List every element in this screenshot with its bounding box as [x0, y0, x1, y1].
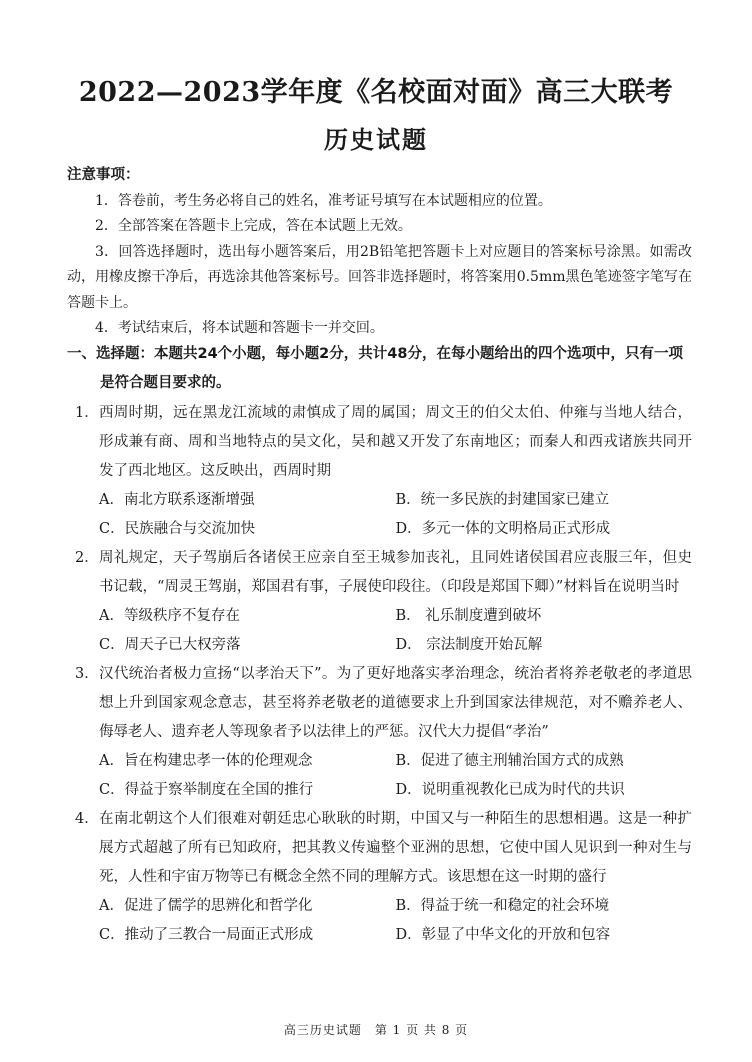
option-b: B．促进了德主刑辅治国方式的成熟 [395, 753, 624, 769]
page-footer: 高三历史试题 第 1 页 共 8 页 [283, 1023, 469, 1037]
notice-item-1: 1．答卷前，考生务必将自己的姓名，准考证号填写在本试题相应的位置。 [95, 192, 552, 209]
option-b: B．统一多民族的封建国家已建立 [395, 492, 610, 508]
question-list [67, 399, 692, 950]
question-text: 汉代统治者极力宣扬“以孝治天下”。为了更好地落实孝治理念，统治者将养老敬老的孝道思想上升到国家观念意志，甚至将养老敬老的道德要求上升到国家法律规范，对不赡养老人、侮辱老人、遗弃老人等现象者予以法律上的严惩。汉代大力提倡“孝治” [99, 666, 692, 740]
option-list [67, 486, 692, 544]
option-d: D．彰显了中华文化的开放和包容 [395, 927, 611, 943]
question-number: 4． [75, 811, 99, 827]
option-a: A．促进了儒学的思辨化和哲学化 [99, 898, 313, 914]
question-number: 3． [75, 666, 99, 682]
option-a: A．南北方联系逐渐增强 [99, 492, 255, 508]
question-4 [67, 805, 692, 950]
notice-item-2: 2．全部答案在答题卡上完成，答在本试题上无效。 [95, 218, 412, 234]
question-1 [67, 399, 692, 544]
question-text: 西周时期，远在黑龙江流域的肃慎成了周的属国；周文王的伯父太伯、仲雍与当地人结合，形成兼有商、周和当地特点的吴文化，吴和越又开发了东南地区；而秦人和西戎诸族共同开发了西北地区。这反映出，西周时期 [99, 405, 692, 479]
question-3 [67, 660, 692, 805]
notice-block [67, 163, 692, 342]
question-number: 1． [75, 405, 99, 421]
option-c: C．周天子已大权旁落 [99, 637, 241, 653]
question-text: 周礼规定，天子驾崩后各诸侯王应亲自至王城参加丧礼，且同姓诸侯国君应丧服三年，但史书记载，“周灵王驾崩，郑国君有事，子展使印段往。（印段是郑国下卿）”材料旨在说明当时 [99, 550, 692, 595]
question-number: 2． [75, 550, 99, 566]
question-stem [67, 660, 692, 747]
option-b: B．得益于统一和稳定的社会环境 [395, 898, 610, 914]
option-list [67, 747, 692, 805]
option-c: C．民族融合与交流加快 [99, 521, 256, 537]
exam-subject-title: 历史试题 [324, 125, 428, 154]
question-stem [67, 544, 692, 602]
option-a: A．旨在构建忠孝一体的伦理观念 [99, 753, 313, 769]
notice-item-4: 4．考试结束后，将本试题和答题卡一并交回。 [95, 320, 384, 336]
option-d: D． 宗法制度开始瓦解 [395, 637, 543, 653]
option-b: B． 礼乐制度遭到破坏 [395, 608, 542, 624]
question-stem [67, 805, 692, 892]
option-list [67, 602, 692, 660]
option-d: D．多元一体的文明格局正式形成 [395, 521, 611, 537]
option-list [67, 892, 692, 950]
option-c: C．得益于察举制度在全国的推行 [99, 782, 314, 798]
question-text: 在南北朝这个人们很难对朝廷忠心耿耿的时期，中国又与一种陌生的思想相遇。这是一种扩展方式超越了所有已知政府，把其教义传遍整个亚洲的思想，它使中国人见识到一种对生与死，人性和宇宙万物等已有概念全然不同的理解方式。该思想在这一时期的盛行 [99, 811, 692, 885]
option-c: C．推动了三教合一局面正式形成 [99, 927, 314, 943]
notice-heading: 注意事项： [67, 167, 140, 183]
option-a: A．等级秩序不复存在 [99, 608, 240, 624]
section-heading: 一、选择题：本题共24个小题，每小题2分，共计48分，在每小题给出的四个选项中，只有一项是符合题目要求的。 [67, 346, 683, 391]
notice-item-3: 3．回答选择题时，选出每小题答案后，用2B铅笔把答题卡上对应题目的答案标号涂黑。如需改动，用橡皮擦干净后，再选涂其他答案标号。回答非选择题时，将答案用0.5mm黑色笔迹签字笔写在答题卡上。 [67, 243, 692, 311]
option-d: D．说明重视教化已成为时代的共识 [395, 782, 625, 798]
exam-title: 2022—2023学年度《名校面对面》高三大联考 [78, 77, 674, 108]
question-2 [67, 544, 692, 660]
question-stem [67, 399, 692, 486]
